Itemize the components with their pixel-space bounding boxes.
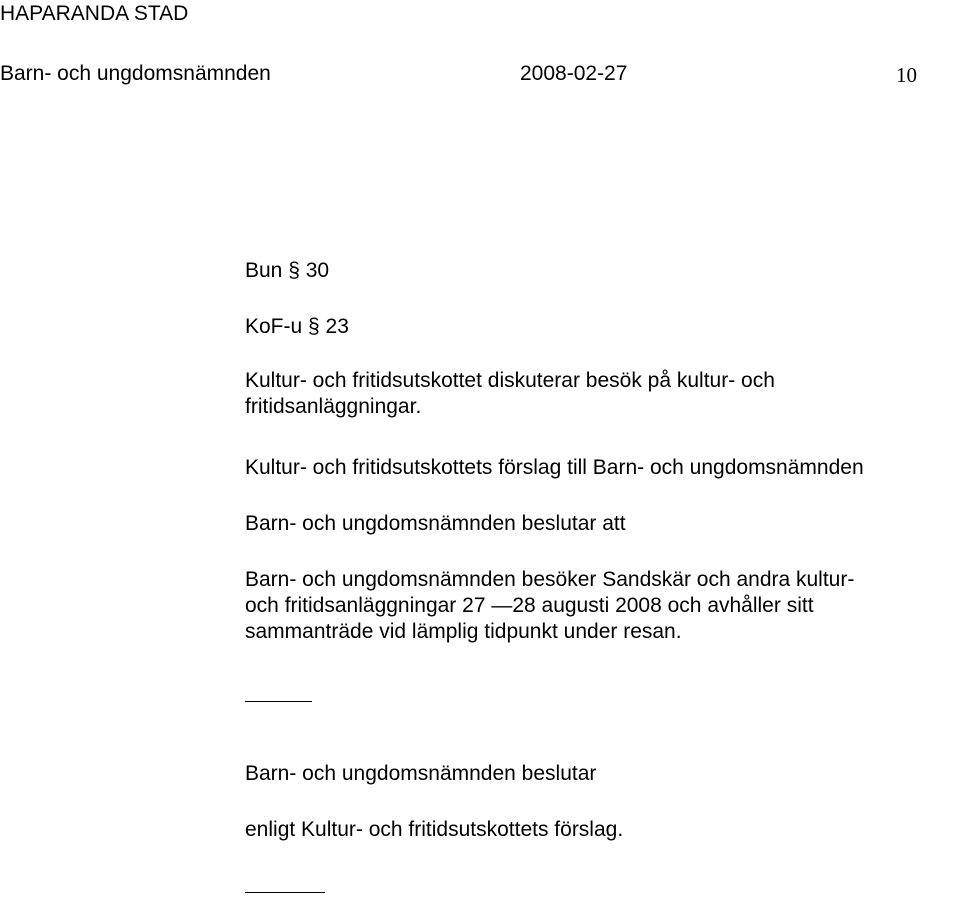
intro-text-line-2: fritidsanläggningar. (245, 395, 422, 418)
committee-name: Barn- och ungdomsnämnden (0, 62, 271, 85)
decision-text-line-3: sammanträde vid lämplig tidpunkt under resan. (245, 620, 682, 643)
final-text: enligt Kultur- och fritidsutskottets förslag. (245, 818, 624, 841)
section-divider-2 (245, 892, 325, 893)
decides-heading: Barn- och ungdomsnämnden beslutar att (245, 512, 626, 535)
paragraph-ref-kofu: KoF-u § 23 (245, 315, 349, 338)
organization-name: HAPARANDA STAD (0, 2, 189, 25)
paragraph-ref-bun: Bun § 30 (245, 259, 330, 282)
section-divider-1 (245, 701, 312, 702)
intro-text-line-1: Kultur- och fritidsutskottet diskuterar besök på kultur- och (245, 369, 775, 392)
meeting-date: 2008-02-27 (520, 62, 628, 85)
page-number: 10 (896, 63, 917, 87)
decision-text-line-2: och fritidsanläggningar 27 —28 augusti 2008 och avhåller sitt (245, 594, 814, 617)
proposal-heading: Kultur- och fritidsutskottets förslag till Barn- och ungdomsnämnden (245, 456, 864, 479)
decision-text-line-1: Barn- och ungdomsnämnden besöker Sandskär och andra kultur- (245, 568, 855, 591)
final-heading: Barn- och ungdomsnämnden beslutar (245, 762, 597, 785)
